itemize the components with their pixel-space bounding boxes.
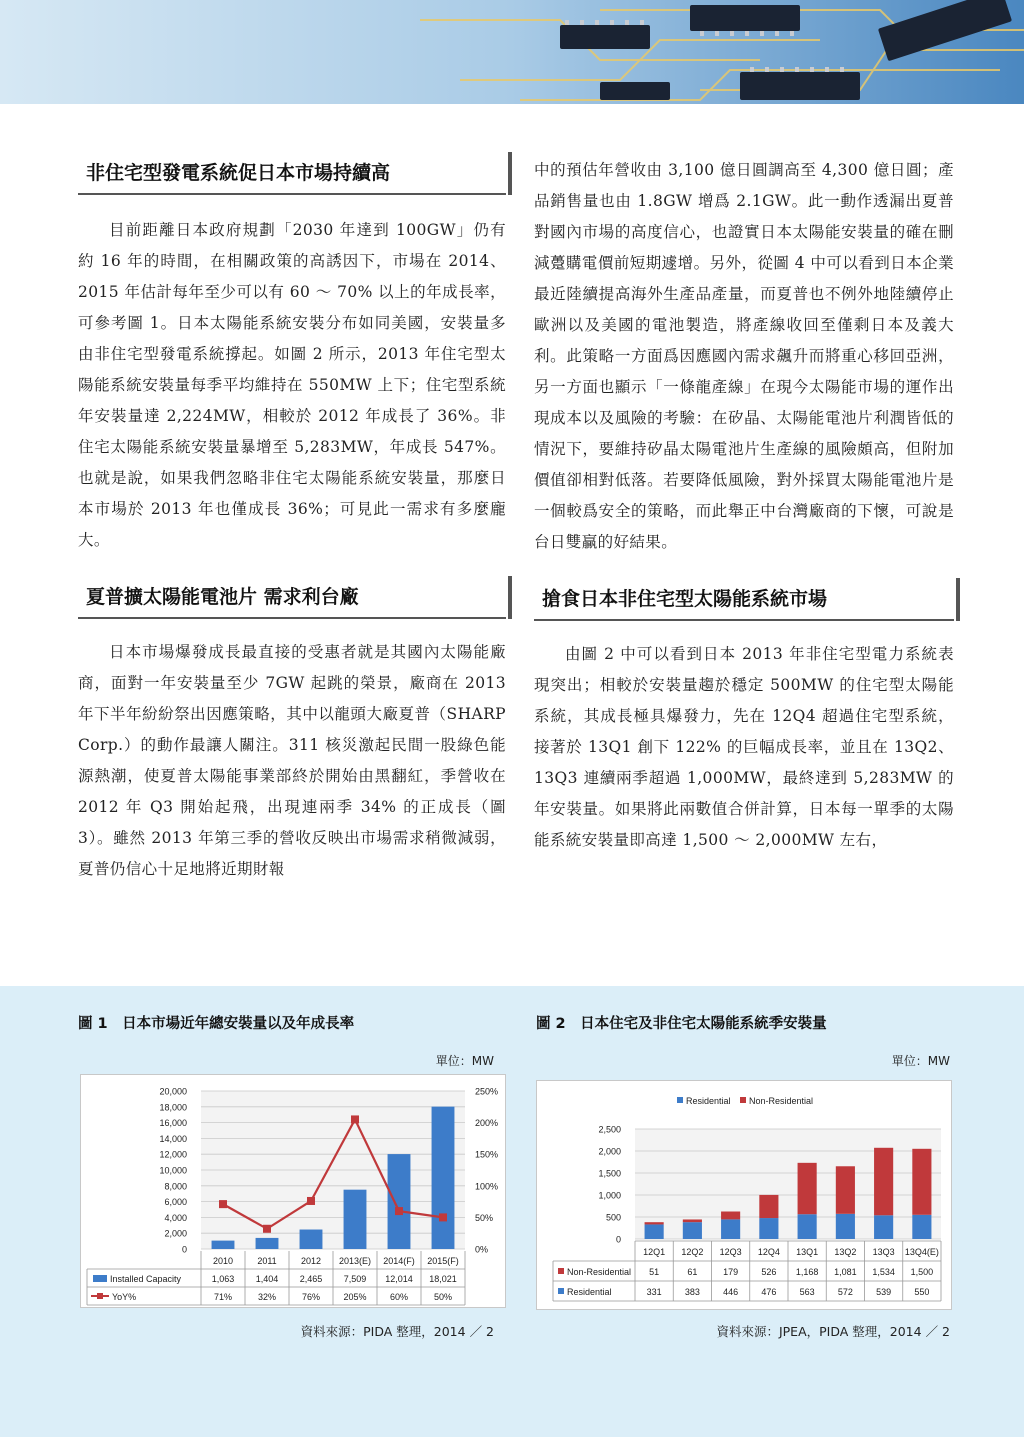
- y-tick-label: 500: [605, 1212, 621, 1223]
- bar-non-residential: [836, 1166, 855, 1214]
- figure1-title: 圖 1 日本市場近年總安裝量以及年成長率: [78, 1016, 355, 1032]
- y-right-tick-label: 150%: [475, 1149, 499, 1160]
- table-value: 526: [761, 1267, 777, 1277]
- bar-residential: [912, 1215, 931, 1239]
- circuit-board-banner-image: [0, 0, 1024, 104]
- table-value: 61: [687, 1267, 698, 1277]
- y-right-tick-label: 100%: [475, 1181, 499, 1192]
- y-left-tick-label: 20,000: [159, 1086, 187, 1097]
- bar-non-residential: [874, 1148, 893, 1215]
- plot-background: [635, 1129, 941, 1239]
- table-row-label: Residential: [567, 1287, 612, 1297]
- legend-swatch-non-residential: [740, 1097, 746, 1103]
- bar-non-residential: [645, 1222, 664, 1224]
- table-value: 572: [837, 1287, 853, 1297]
- legend-marker-yoy: [97, 1293, 103, 1299]
- x-tick-label: 12Q4: [757, 1247, 780, 1257]
- x-tick-label: 2013(E): [338, 1256, 372, 1266]
- bar-non-residential: [683, 1219, 702, 1222]
- y-tick-label: 1,500: [598, 1168, 621, 1179]
- table-value: 50%: [433, 1292, 453, 1302]
- bar-installed-capacity: [212, 1241, 235, 1249]
- y-tick-label: 0: [615, 1234, 621, 1245]
- y-tick-label: 1,000: [598, 1190, 621, 1201]
- y-right-tick-label: 250%: [475, 1086, 499, 1097]
- x-tick-label: 13Q1: [796, 1247, 819, 1257]
- y-left-tick-label: 14,000: [159, 1133, 187, 1144]
- point-yoy: [395, 1207, 403, 1215]
- point-yoy: [351, 1115, 359, 1123]
- point-yoy: [219, 1200, 227, 1208]
- table-value: 1,063: [211, 1274, 235, 1284]
- y-right-tick-label: 0%: [475, 1244, 489, 1255]
- bar-residential: [798, 1214, 817, 1239]
- point-yoy: [439, 1213, 447, 1221]
- x-tick-label: 13Q2: [834, 1247, 857, 1257]
- section-paragraph: 日本市場爆發成長最直接的受惠者就是其國內太陽能廠商，面對一年安裝量至少 7GW 起跳的榮景，廠商在 2013 年下半年紛紛祭出因應策略，其中以龍頭大廠夏普（SHARP Corp.）的動作最讓人關注。311 核災激起民間一股綠色能源熱潮，使夏普太陽能事業部終於開始由黑翻紅，季營收在 2012 年 Q3 開始起飛，出現連兩季 34% 的正成長（圖 3）。雖然 2013 年第三季的營收反映出市場需求稍微減弱，夏普仍信心十足地將近期財報: [78, 643, 506, 878]
- bar-residential: [683, 1222, 702, 1239]
- figure2-chart: [536, 1080, 952, 1310]
- x-tick-label: 13Q4(E): [904, 1247, 939, 1257]
- y-left-tick-label: 12,000: [159, 1149, 187, 1160]
- point-yoy: [307, 1197, 315, 1205]
- table-value: 51: [649, 1267, 660, 1277]
- table-value: 1,081: [834, 1267, 857, 1277]
- legend-swatch-residential: [677, 1097, 683, 1103]
- section-heading-non-residential: 非住宅型發電系統促日本市場持續高: [78, 152, 506, 195]
- figure1-source: 資料來源：PIDA 整理，2014 ／ 2: [300, 1324, 494, 1339]
- table-value: 60%: [389, 1292, 409, 1302]
- y-left-tick-label: 18,000: [159, 1102, 187, 1113]
- bar-non-residential: [798, 1163, 817, 1214]
- section-heading-sharp: 夏普擴太陽能電池片 需求利台廠: [78, 576, 506, 619]
- table-value: 2,465: [299, 1274, 323, 1284]
- bar-non-residential: [912, 1149, 931, 1215]
- x-tick-label: 2010: [212, 1256, 234, 1266]
- bar-residential: [836, 1214, 855, 1239]
- figure1-chart-svg: [81, 1075, 505, 1307]
- y-right-tick-label: 50%: [475, 1212, 494, 1223]
- y-left-tick-label: 16,000: [159, 1118, 187, 1129]
- bar-residential: [874, 1215, 893, 1239]
- table-value: 1,500: [910, 1267, 934, 1277]
- left-column: [78, 152, 506, 885]
- x-tick-label: 2011: [257, 1256, 277, 1266]
- figure2-chart-svg: [537, 1081, 951, 1309]
- x-tick-label: 13Q3: [872, 1247, 895, 1257]
- y-left-tick-label: 0: [181, 1244, 187, 1255]
- table-value: 7,509: [343, 1274, 367, 1284]
- bar-installed-capacity: [432, 1107, 455, 1249]
- legend-label-non-residential: Non-Residential: [749, 1096, 814, 1106]
- figure1-unit: 單位：MW: [435, 1054, 494, 1068]
- figure2-title: 圖 2 日本住宅及非住宅太陽能系統季安裝量: [536, 1016, 827, 1032]
- y-left-tick-label: 2,000: [164, 1228, 187, 1239]
- table-legend-swatch: [558, 1268, 564, 1274]
- table-value: 563: [799, 1287, 815, 1297]
- bar-installed-capacity: [256, 1238, 279, 1249]
- x-tick-label: 2014(F): [383, 1256, 415, 1266]
- table-legend-swatch: [558, 1288, 564, 1294]
- y-right-tick-label: 200%: [475, 1118, 499, 1129]
- table-value: 383: [684, 1287, 700, 1297]
- figure2-source: 資料來源：JPEA，PIDA 整理，2014 ／ 2: [716, 1324, 950, 1339]
- figure1-chart: [80, 1074, 506, 1308]
- table-value: 12,014: [385, 1274, 413, 1284]
- point-yoy: [263, 1225, 271, 1233]
- section-heading-market: 搶食日本非住宅型太陽能系統市場: [534, 578, 954, 621]
- x-tick-label: 12Q2: [681, 1247, 704, 1257]
- table-value: 539: [876, 1287, 892, 1297]
- bar-installed-capacity: [344, 1190, 367, 1249]
- section-paragraph: 由圖 2 中可以看到日本 2013 年非住宅型電力系統表現突出；相較於安裝量趨於穩定 500MW 的住宅型太陽能系統，其成長極具爆發力，先在 12Q4 超過住宅型系統，接著於 13Q1 創下 122% 的巨幅成長率，並且在 13Q2、13Q3 連續兩季超過 1,000MW，最終達到 5,283MW 的年安裝量。如果將此兩數值合併計算，日本每一單季的太陽能系統安裝量即高達 1,500 ～ 2,000MW 左右，: [534, 645, 954, 849]
- table-value: 1,168: [795, 1267, 819, 1277]
- y-tick-label: 2,500: [598, 1124, 621, 1135]
- y-left-tick-label: 6,000: [164, 1197, 187, 1208]
- x-tick-label: 12Q3: [719, 1247, 742, 1257]
- y-left-tick-label: 8,000: [164, 1181, 187, 1192]
- y-left-tick-label: 10,000: [159, 1165, 187, 1176]
- section-paragraph: 目前距離日本政府規劃「2030 年達到 100GW」仍有約 16 年的時間，在相關政策的高誘因下，市場在 2014、2015 年估計每年至少可以有 60 ～ 70% 以上的年成長率，可參考圖 1。日本太陽能系統安裝分布如同美國，安裝量多由非住宅型發電系統撐起。如圖 2 所示，2013 年住宅型太陽能系統安裝量每季平均維持在 550MW 上下；住宅型系統年安裝量達 2,224MW，相較於 2012 年成長了 36%。非住宅太陽能系統安裝量暴增至 5,283MW，年成長 547%。也就是說，如果我們忽略非住宅太陽能系統安裝量，那麼日本市場於 2013 年也僅成長 36%；可見此一需求有多麼龐大。: [78, 221, 506, 549]
- table-value: 18,021: [429, 1274, 457, 1284]
- table-value: 32%: [257, 1292, 277, 1302]
- table-value: 476: [761, 1287, 777, 1297]
- circuit-board-graphic: [0, 0, 1024, 104]
- table-value: 550: [914, 1287, 930, 1297]
- table-value: 1,404: [255, 1274, 279, 1284]
- table-row-label: Non-Residential: [567, 1267, 632, 1277]
- table-value: 179: [723, 1267, 739, 1277]
- table-value: 76%: [301, 1292, 321, 1302]
- legend-swatch-installed-capacity: [93, 1275, 107, 1282]
- bar-residential: [721, 1219, 740, 1239]
- continuation-paragraph: 中的預估年營收由 3,100 億日圓調高至 4,300 億日圓；產品銷售量也由 1.8GW 增爲 2.1GW。此一動作透漏出夏普對國內市場的高度信心，也證實日本太陽能安裝量的確在刪減躉購電價前短期遽增。另外，從圖 4 中可以看到日本企業最近陸續提高海外生產品產量，而夏普也不例外地陸續停止歐洲以及美國的電池製造，將產線收回至僅剩日本及義大利。此策略一方面爲因應國內需求飆升而將重心移回亞洲，另一方面也顯示「一條龍產線」在現今太陽能市場的運作出現成本以及風險的考驗：在矽晶、太陽能電池片利潤皆低的情況下，要維持矽晶太陽電池片生產線的風險頗高，但附加價值卻相對低落。若要降低風險，對外採買太陽能電池片是一個較爲安全的策略，而此舉正中台灣廠商的下懷，可說是台日雙贏的好結果。: [534, 161, 954, 551]
- right-column: [534, 155, 954, 856]
- legend-label-residential: Residential: [686, 1096, 731, 1106]
- bar-non-residential: [721, 1212, 740, 1220]
- table-value: 205%: [343, 1292, 367, 1302]
- bar-non-residential: [759, 1195, 778, 1218]
- table-value: 446: [723, 1287, 739, 1297]
- x-tick-label: 2012: [300, 1256, 322, 1266]
- table-value: 331: [646, 1287, 662, 1297]
- y-left-tick-label: 4,000: [164, 1212, 187, 1223]
- table-value: 1,534: [872, 1267, 895, 1277]
- x-tick-label: 2015(F): [427, 1256, 459, 1266]
- bar-installed-capacity: [388, 1154, 411, 1249]
- figure2-unit: 單位：MW: [891, 1054, 950, 1068]
- bar-installed-capacity: [300, 1230, 323, 1249]
- legend-label-yoy: YoY%: [112, 1292, 137, 1302]
- x-tick-label: 12Q1: [643, 1247, 666, 1257]
- y-tick-label: 2,000: [598, 1146, 621, 1157]
- table-value: 71%: [213, 1292, 233, 1302]
- bar-residential: [759, 1218, 778, 1239]
- bar-residential: [645, 1224, 664, 1239]
- legend-label-installed-capacity: Installed Capacity: [110, 1274, 182, 1284]
